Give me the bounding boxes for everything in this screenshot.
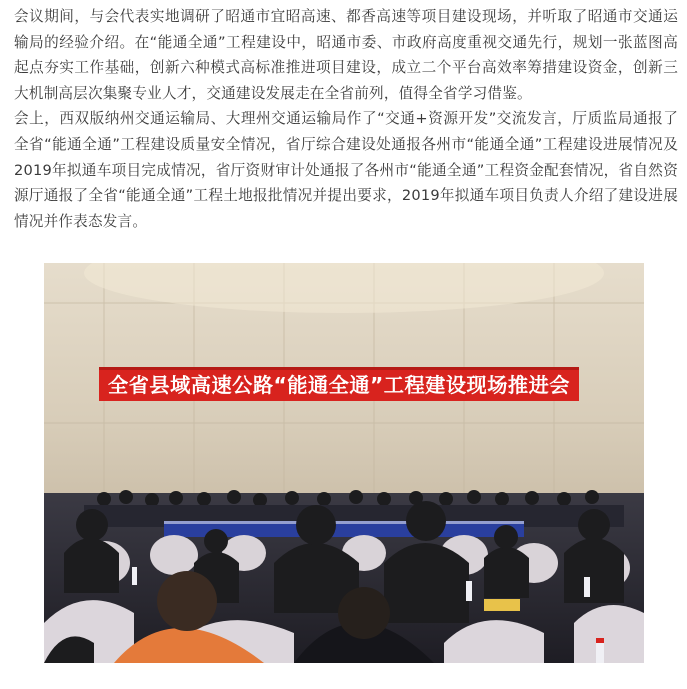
meeting-photo — [44, 263, 644, 663]
meeting-banner — [99, 367, 579, 401]
paragraph-site-visit: 会议期间，与会代表实地调研了昭通市宜昭高速、都香高速等项目建设现场，并听取了昭通市交通运输局的经验介绍。在“能通全通”工程建设中，昭通市委、市政府高度重视交通先行，规划一张蓝图高起点夯实工作基础，创新六种模式高标准推进项目建设，成立二个平台高效率筹措建设资金，创新三大机制高层次集聚专业人才，交通建设发展走在全省前列，值得全省学习借鉴。 — [14, 8, 678, 102]
paragraph-meeting-reports: 会上，西双版纳州交通运输局、大理州交通运输局作了“交通+资源开发”交流发言，厅质监局通报了全省“能通全通”工程建设质量安全情况，省厅综合建设处通报各州市“能通全通”工程建设进展情况及2019年拟通车项目完成情况，省厅资财审计处通报了各州市“能通全通”工程资金配套情况，省自然资源厅通报了全省“能通全通”工程土地报批情况并提出要求，2019年拟通车项目负责人介绍了建设进展情况并作表态发言。 — [14, 110, 678, 230]
meeting-photo-scene — [44, 263, 644, 663]
article-body — [14, 4, 678, 234]
banner-text: 全省县域高速公路“能通全通”工程建设现场推进会 — [108, 373, 570, 397]
